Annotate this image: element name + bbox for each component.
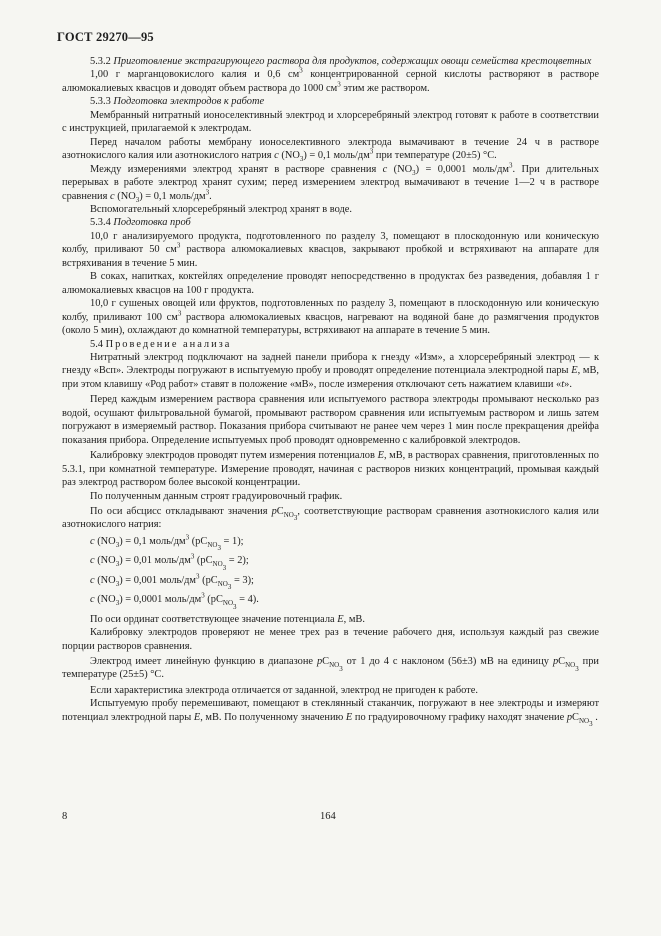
text: 1,00 г марганцовокислого калия и 0,6 см [90,69,300,81]
subscript: NO [212,560,223,569]
subscript: 3 [115,560,120,569]
text: раствора алюмокалиевых квасцов, нагревают на водяной бане до размягчения продуктов (около 5 мин), охлаждают до комнатной температуры, встряхивают на аппарате в течение 5 мин. [62,311,599,337]
text: , мВ. По полученному значению [200,711,344,723]
symbol: p [566,711,573,723]
paragraph: Вспомогательный хлорсеребряный электрод хранят в воде. [90,203,352,215]
formula-line [90,572,599,592]
text: . При длительных перерывах в работе электрод хранят сухим; перед измерением электрод вымачивают в течение 1—2 ч в растворе сравнения [62,163,599,202]
paragraph [62,230,599,270]
text: , мВ, при этом клавишу «Род работ» ставят в положение «мВ», после измерения отключают сеть нажатием клавиши « [62,365,599,390]
subscript: 3 [222,563,227,572]
text: раствора алюмокалиевых квасцов, закрывают пробкой и встряхивают на аппарате для встряхивания в течение 5 мин. [62,244,599,269]
text: (p [199,574,211,586]
symbol: E [377,450,384,462]
superscript: 3 [196,572,200,581]
symbol: c [110,190,115,202]
superscript: 3 [201,591,205,600]
section-number: 5.3.2 [90,56,111,67]
text: = 3); [231,574,254,586]
text: (NO [278,150,300,162]
symbol: C [276,505,284,517]
superscript: 3 [369,147,374,156]
text: по градуировочному графику находят значение [352,711,565,723]
text: ». [564,378,572,390]
superscript: 3 [177,309,182,318]
subscript: NO [222,599,234,608]
text: ) = 0,1 моль/дм [303,150,370,162]
text: = 4). [236,594,259,606]
symbol: E [571,365,578,377]
text: , мВ. [343,613,365,625]
page-header: ГОСТ 29270—95 [57,30,154,44]
symbol: E [345,711,353,723]
text: при температуре (25±5) °С. [62,656,599,681]
text: (p [189,535,201,547]
paragraph: Перед каждым измерением раствора сравнения или испытуемого раствора электроды промывают несколько раз водой, осушают фильтровальной бумагой, промывают раствором сравнения или испытуемым раствором и лишь затем погружают в измеряемый раствор. Показания прибора считывают не ранее чем через 1 мин после прекращения дрейфа показания прибора. Определение испытуемых проб проводят одновременно с калибровкой электродов. [62,394,599,446]
section-heading-5-4 [62,338,599,351]
section-title: Приготовление экстрагирующего раствора для продуктов, содержащих овощи семейства крестоцветных [113,56,592,67]
text: = 2); [226,555,249,567]
subscript: NO [565,661,576,670]
page-number-left: 8 [62,811,68,822]
text: ) = 0,01 моль/дм [119,555,191,567]
text: (p [204,594,216,606]
document-body [62,55,600,729]
symbol: E [193,711,201,723]
paragraph [62,697,599,729]
paragraph: В соках, напитках, коктейлях определение проводят непосредственно в продуктах без разведения, добавляя 1 г алюмокалиевых квасцов на 100 г продукта. [62,271,599,296]
superscript: 3 [176,241,181,250]
text: По оси ординат соответствующее значение потенциала [90,613,335,625]
section-title: Проведение анализа [105,338,232,350]
text: (NO [114,190,136,202]
section-number: 5.3.3 [90,96,111,108]
paragraph [62,297,599,337]
text: (NO [94,535,116,547]
subscript: NO [578,716,590,725]
subscript: 3 [589,720,593,729]
subscript: 3 [217,544,221,553]
paragraph [62,68,599,95]
subscript: 3 [575,664,579,673]
text: от 1 до 4 с наклоном (56±3) мВ на единицу [342,656,550,668]
paragraph [62,163,599,203]
subscript: 3 [115,540,120,549]
symbol: c [90,535,95,547]
symbol: c [90,574,95,586]
text: , мВ, в растворах сравнения, приготовленных по 5.3.1, при комнатной температуре. Измерение проводят, начиная с растворов низких концентраций, промывая каждый раз электрод раствором более высокой концентрации. [62,450,600,489]
paragraph: Если характеристика электрода отличается от заданной, электрод не пригоден к работе. [90,684,478,696]
paragraph: По полученным данным строят градуировочный график. [90,490,343,502]
paragraph [62,655,599,682]
symbol: E [337,613,344,625]
paragraph [62,136,599,163]
symbol: p [552,656,559,668]
subscript: NO [207,540,218,549]
text: концентрированной серной кислоты растворяют в растворе алюмокалиевых квасцов и доводят объем раствора до 1000 см [62,69,599,94]
text: , соответствующие растворам сравнения азотнокислого калия или азотнокислого натрия: [62,505,599,531]
text: ) = 0,1 моль/дм [139,190,206,202]
symbol: C [572,711,579,723]
text: Между измерениями электрод хранят в растворе сравнения [90,163,377,175]
superscript: 3 [185,533,190,542]
superscript: 3 [509,161,513,170]
text: Перед началом работы мембрану ионоселективного электрода вымачивают в течение 24 ч в растворе азотнокислого калия или азотнокислого натрия [62,136,599,162]
section-heading-5-3-3 [62,95,599,108]
symbol: C [215,594,223,606]
superscript: 3 [190,552,195,561]
subscript: 3 [293,514,298,523]
symbol: C [558,656,566,668]
symbol: C [200,535,208,547]
subscript: 3 [115,599,120,608]
text: Нитратный электрод подключают на задней панели прибора к гнезду «Изм», а хлорсеребряный электрод — к гнезду «Всп». Электроды погружают в испытуемую пробу и проводят определение потенциала электродной пары [62,351,599,377]
paragraph [62,351,599,391]
paragraph [62,449,599,489]
section-number: 5.3.4 [90,217,111,229]
symbol: c [274,150,279,162]
page-number-center: 164 [320,811,336,822]
paragraph [62,613,599,626]
symbol: c [90,594,95,606]
text: ) = 0,0001 моль/дм [415,163,509,175]
text: (p [194,555,206,567]
symbol: C [322,656,330,668]
paragraph [62,505,599,532]
symbol: p [316,656,323,668]
symbol: t [561,378,565,390]
superscript: 3 [299,66,303,75]
formula-line [90,533,599,553]
subscript: 3 [412,168,416,177]
text: 10,0 г анализируемого продукта, подготовленного по разделу 3, помещают в плоскодонную или коническую колбу, приливают 50 см [62,230,599,256]
paragraph: Калибровку электродов проверяют не менее трех раз в течение рабочего дня, используя каждый раз свежие порции растворов сравнения. [62,627,599,652]
text: ) = 0,001 моль/дм [119,574,197,586]
subscript: 3 [299,155,304,164]
subscript: 3 [227,583,232,592]
text: ) = 0,1 моль/дм [119,535,186,547]
superscript: 3 [205,188,210,197]
section-title: Подготовка проб [113,217,191,229]
text: Калибровку электродов проводят путем измерения потенциалов [90,450,375,462]
symbol: c [382,163,388,175]
text: Испытуемую пробу перемешивают, помещают в стеклянный стаканчик, погружают в нее электроды и измеряют потенциал электродной пары [62,698,599,723]
text: (NO [387,163,413,175]
symbol: C [205,555,213,567]
text: при температуре (20±5) °С. [373,150,497,162]
formula-line [90,552,599,572]
symbol: c [90,555,95,567]
text: (NO [94,574,116,586]
formula-line [90,591,599,611]
subscript: NO [329,661,340,670]
text: = 1); [220,535,244,547]
text: 10,0 г сушеных овощей или фруктов, подготовленных по разделу 3, помещают в плоскодонную или коническую колбу, приливают 100 см [62,298,599,323]
text: . [592,711,598,723]
symbol: C [210,574,218,586]
text: этим же раствором. [340,82,430,94]
section-title: Подготовка электродов к работе [113,96,265,108]
symbol: p [271,505,277,517]
subscript: 3 [115,579,120,588]
section-heading-5-3-2 [62,55,599,68]
text: (NO [94,594,116,606]
subscript: 3 [339,664,343,673]
text: (NO [94,555,116,567]
paragraph: Мембранный нитратный ионоселективный электрод и хлорсеребряный электрод готовят к работе в соответствии с инструкцией, прилагаемой к электродам. [62,109,599,135]
subscript: 3 [135,195,140,204]
subscript: NO [283,511,294,520]
section-heading-5-3-4 [62,216,599,229]
subscript: NO [217,579,228,588]
text: ) = 0,0001 моль/дм [119,594,202,606]
superscript: 3 [337,80,341,89]
text: Электрод имеет линейную функцию в диапазоне [90,656,314,668]
subscript: 3 [233,602,237,611]
text: По оси абсцисс откладывают значения [90,505,268,517]
section-number: 5.4 [90,338,103,350]
text: . [209,190,212,202]
